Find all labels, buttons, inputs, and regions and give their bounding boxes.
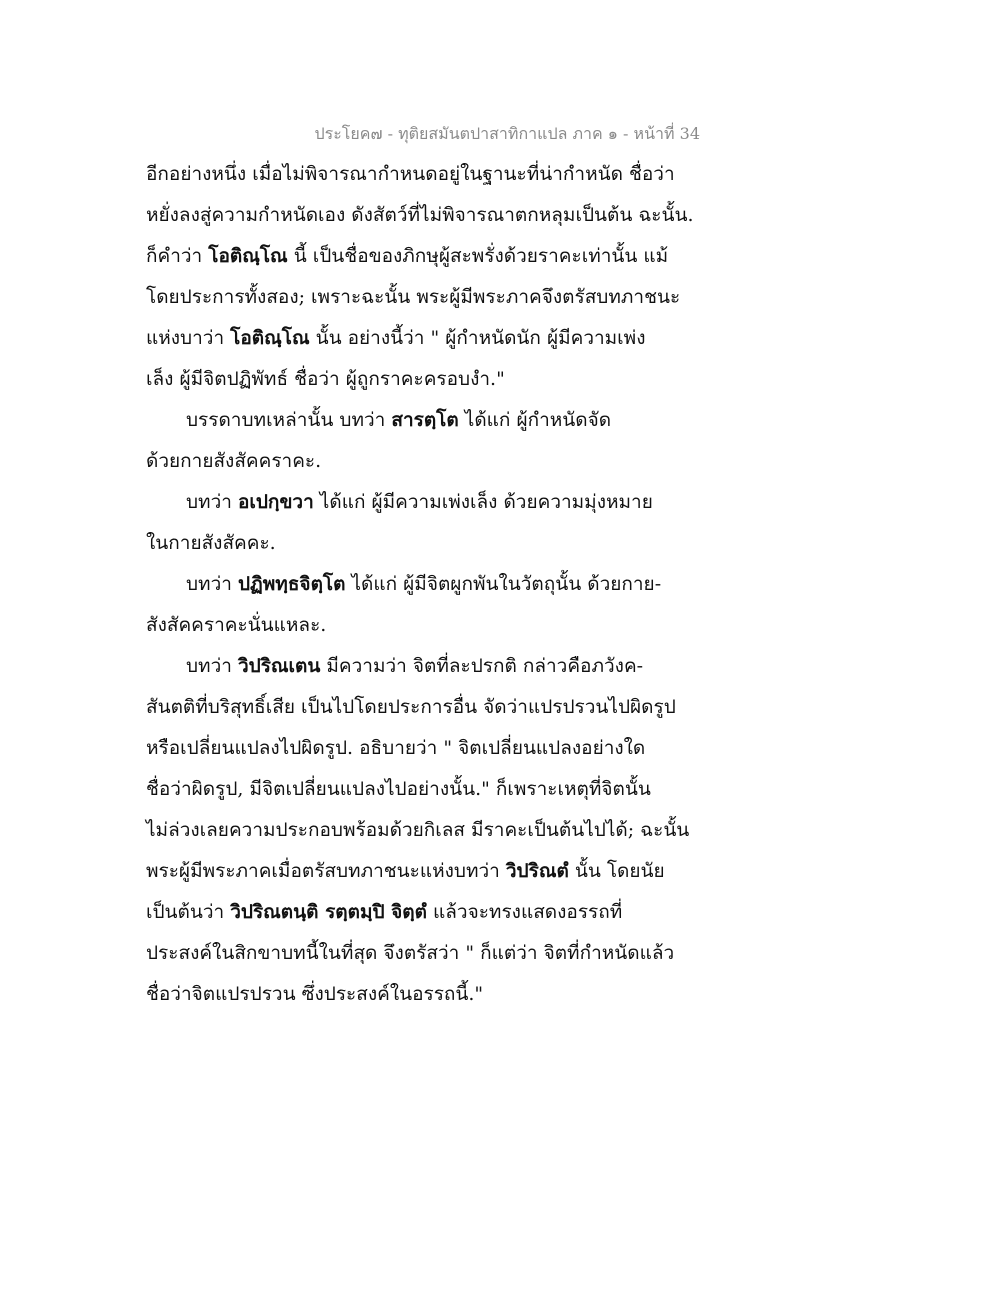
- pali-term: ปฏิพทฺธจิตฺโต: [237, 573, 346, 595]
- text-segment: สังสัคคราคะนั่นแหละ.: [146, 614, 327, 636]
- text-segment: ได้แก่ ผู้มีจิตผูกพันในวัตถุนั้น ด้วยกาย-: [345, 573, 662, 595]
- text-segment: นั้น อย่างนี้ว่า " ผู้กำหนัดนัก ผู้มีความเพ่ง: [309, 327, 646, 349]
- text-segment: บทว่า: [186, 573, 238, 595]
- text-line: [146, 687, 706, 728]
- text-line: [146, 195, 706, 236]
- pali-term: อเปกฺขวา: [237, 491, 314, 513]
- text-segment: หยั่งลงสู่ความกำหนัดเอง ดังสัตว์ที่ไม่พิจารณาตกหลุมเป็นต้น ฉะนั้น.: [146, 204, 694, 226]
- text-line: [146, 728, 706, 769]
- text-segment: ประสงค์ในสิกขาบทนี้ในที่สุด จึงตรัสว่า " ก็แต่ว่า จิตที่กำหนัดแล้ว: [146, 942, 675, 964]
- text-line: [146, 359, 706, 400]
- text-segment: แล้วจะทรงแสดงอรรถที่: [427, 901, 623, 923]
- text-line: [146, 482, 706, 523]
- text-line: [146, 769, 706, 810]
- running-header: ประโยค๗ - ทุติยสมันตปาสาทิกาแปล ภาค ๑ - หน้าที่ 34: [314, 124, 700, 143]
- text-line: [146, 523, 706, 564]
- text-segment: บทว่า: [186, 491, 238, 513]
- text-segment: ด้วยกายสังสัคคราคะ.: [146, 450, 322, 472]
- text-line: [146, 400, 706, 441]
- text-segment: พระผู้มีพระภาคเมื่อตรัสบทภาชนะแห่งบทว่า: [146, 860, 506, 882]
- text-segment: อีกอย่างหนึ่ง เมื่อไม่พิจารณากำหนดอยู่ในฐานะที่น่ากำหนัด ชื่อว่า: [146, 163, 675, 185]
- pali-term: วิปริณเตน: [237, 655, 321, 677]
- text-line: [146, 974, 706, 1015]
- text-segment: บทว่า: [186, 655, 238, 677]
- text-line: [146, 277, 706, 318]
- pali-term: สารตฺโต: [391, 409, 459, 431]
- text-line: [146, 892, 706, 933]
- text-segment: เป็นต้นว่า: [146, 901, 231, 923]
- text-segment: สันตติที่บริสุทธิ์เสีย เป็นไปโดยประการอื่น จัดว่าแปรปรวนไปผิดรูป: [146, 696, 676, 718]
- body-text: [146, 154, 706, 1015]
- pali-term: โอติณฺโณ: [230, 327, 310, 349]
- text-segment: แห่งบาว่า: [146, 327, 231, 349]
- text-line: [146, 605, 706, 646]
- text-segment: ชื่อว่าจิตแปรปรวน ซึ่งประสงค์ในอรรถนี้.": [146, 983, 484, 1005]
- text-line: [146, 154, 706, 195]
- text-segment: นี้ เป็นชื่อของภิกษุผู้สะพรั่งด้วยราคะเท่านั้น แม้: [287, 245, 669, 267]
- text-line: [146, 646, 706, 687]
- text-segment: เล็ง ผู้มีจิตปฏิพัทธ์ ชื่อว่า ผู้ถูกราคะครอบงำ.": [146, 368, 505, 390]
- text-segment: ในกายสังสัคคะ.: [146, 532, 276, 554]
- text-segment: ไม่ล่วงเลยความประกอบพร้อมด้วยกิเลส มีราคะเป็นต้นไปได้; ฉะนั้น: [146, 819, 690, 841]
- text-segment: ชื่อว่าผิดรูป, มีจิตเปลี่ยนแปลงไปอย่างนั้น." ก็เพราะเหตุที่จิตนั้น: [146, 778, 651, 800]
- text-segment: ก็คำว่า: [146, 245, 209, 267]
- text-segment: มีความว่า จิตที่ละปรกติ กล่าวคือภวังค-: [320, 655, 644, 677]
- text-segment: โดยประการทั้งสอง; เพราะฉะนั้น พระผู้มีพระภาคจึงตรัสบทภาชนะ: [146, 286, 681, 308]
- text-segment: นั้น โดยนัย: [568, 860, 665, 882]
- text-line: [146, 851, 706, 892]
- text-line: [146, 810, 706, 851]
- text-line: [146, 441, 706, 482]
- text-line: [146, 564, 706, 605]
- text-line: [146, 318, 706, 359]
- text-line: [146, 236, 706, 277]
- pali-term: วิปริณตํ: [505, 860, 569, 882]
- text-segment: ได้แก่ ผู้มีความเพ่งเล็ง ด้วยความมุ่งหมาย: [313, 491, 653, 513]
- pali-term: วิปริณตนฺติ รตฺตมฺปิ จิตฺตํ: [230, 901, 427, 923]
- text-segment: หรือเปลี่ยนแปลงไปผิดรูป. อธิบายว่า " จิตเปลี่ยนแปลงอย่างใด: [146, 737, 646, 759]
- text-segment: ได้แก่ ผู้กำหนัดจัด: [458, 409, 612, 431]
- text-segment: บรรดาบทเหล่านั้น บทว่า: [186, 409, 392, 431]
- text-line: [146, 933, 706, 974]
- pali-term: โอติณฺโณ: [208, 245, 288, 267]
